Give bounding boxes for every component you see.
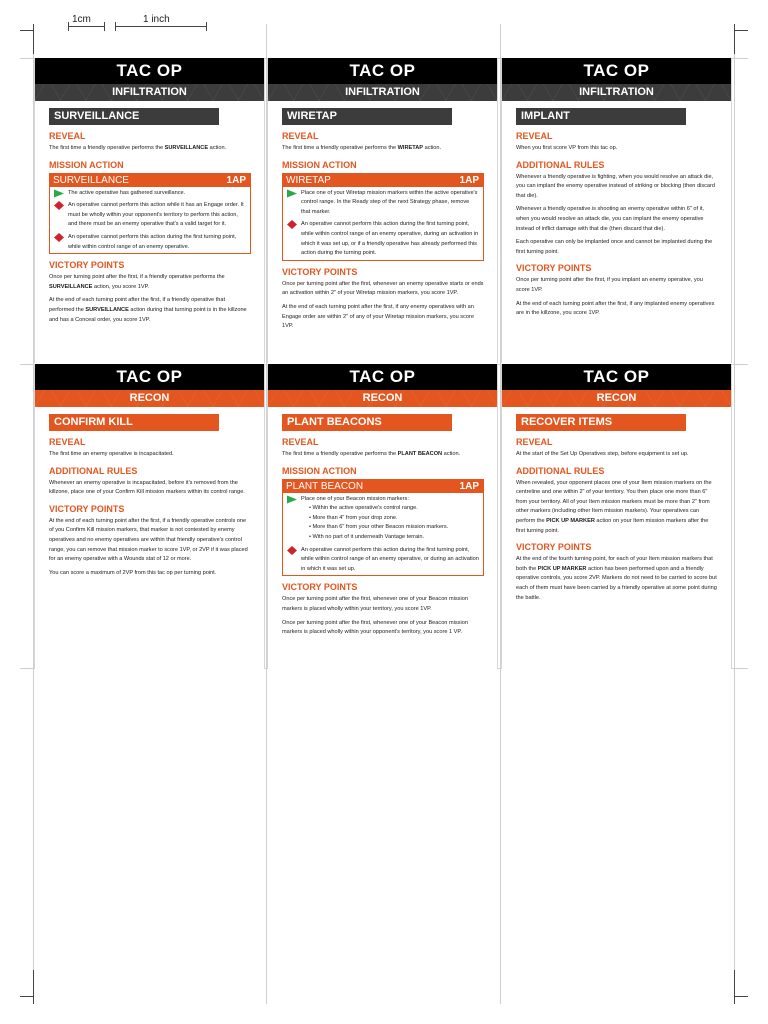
section-heading: MISSION ACTION <box>49 159 124 170</box>
cut-guide-v4 <box>734 24 735 1004</box>
section-heading: REVEAL <box>49 131 86 141</box>
archetype-band: RECON <box>35 390 264 407</box>
rule-paragraph <box>49 144 251 154</box>
text-run: At the start of the Set Up Operatives step, before equipment is set up. <box>516 451 689 457</box>
card-header: TAC OP <box>502 364 731 390</box>
action-text <box>301 189 480 218</box>
green-triangle-icon <box>286 495 298 504</box>
rule-paragraph <box>282 619 484 638</box>
action-row-text: An operative cannot perform this action during the first turning point, while within control range of an enemy operative, or during an activation in which it was set up. <box>301 546 479 572</box>
action-row <box>283 187 483 219</box>
action-bullet: • More than 6" from your other Beacon mission markers. <box>309 523 448 533</box>
ruler-inch-tick <box>115 22 116 31</box>
rule-paragraph <box>282 280 484 299</box>
action-row <box>50 187 250 200</box>
section-heading: VICTORY POINTS <box>49 503 125 514</box>
section-heading: VICTORY POINTS <box>516 263 592 274</box>
card-header: TAC OP <box>268 58 497 84</box>
action-cost: 1AP <box>459 480 479 492</box>
archetype-band: INFILTRATION <box>502 84 731 101</box>
section-heading: REVEAL <box>516 131 553 141</box>
action-bullet: • With no part of it underneath Vantage terrain. <box>309 533 448 543</box>
text-run: At the end of each turning point after the first, if a friendly operative controls one of you Confirm Kill mission markers, that marker is not contested by enemy operatives and no enemy operatives are within that friendly operative's control range, you can remove that mission marker to score 1VP, or 2VP if it was placed for an enemy operative with a Wounds stat of 12 or more. <box>49 517 248 563</box>
rule-paragraph <box>282 595 484 614</box>
card-body <box>268 407 497 638</box>
mission-action-box <box>49 173 251 255</box>
section-heading: REVEAL <box>49 437 86 447</box>
action-row <box>283 493 483 544</box>
action-name: SURVEILLANCE <box>53 174 129 186</box>
ruler-inch-bar <box>115 26 207 27</box>
action-bullets <box>301 504 448 542</box>
action-row-text: An operative cannot perform this action while it has an Engage order. It must be wholly within your opponent's territory to perform this action, and there must be an enemy operative that's a valid target for it. <box>68 202 244 228</box>
crop-mark <box>735 30 748 31</box>
tac-op-card <box>267 364 498 669</box>
action-text <box>68 201 247 230</box>
rule-paragraph <box>516 238 718 257</box>
rule-paragraph <box>49 479 251 498</box>
card-body <box>268 101 497 332</box>
card-title: IMPLANT <box>516 108 686 125</box>
card-body <box>502 101 731 319</box>
text-run: Once per turning point after the first, whenever one of your Beacon mission markers is placed wholly within your territory, you score 1VP. <box>282 596 468 612</box>
tac-op-card <box>34 58 265 363</box>
red-diamond-icon <box>286 220 298 229</box>
card-title: SURVEILLANCE <box>49 108 219 125</box>
keyword: PLANT BEACON <box>397 451 443 457</box>
section-heading: MISSION ACTION <box>282 465 357 476</box>
section-heading: VICTORY POINTS <box>516 542 592 553</box>
action-row-text: Place one of your Wiretap mission markers within the active operative's control range. In the Ready step of the next Strategy phase, remove that marker. <box>301 189 478 215</box>
keyword: PICK UP MARKER <box>537 565 587 572</box>
section-heading: REVEAL <box>282 437 319 447</box>
text-run: Once per turning point after the first, whenever an enemy operative starts or ends an activation within 2" of your Wiretap mission markers, you score 1VP. <box>282 280 484 297</box>
card-body <box>502 407 731 603</box>
action-name: WIRETAP <box>286 174 331 186</box>
text-run: At the end of each turning point after the first, if a friendly operative that performed the <box>49 297 225 313</box>
action-row <box>283 218 483 259</box>
rule-paragraph <box>49 296 251 325</box>
section-heading: ADDITIONAL RULES <box>49 465 138 476</box>
archetype-band: INFILTRATION <box>268 84 497 101</box>
ruler-inch-tick <box>206 22 207 31</box>
rule-paragraph <box>516 205 718 234</box>
text-run: Once per turning point after the first, whenever one of your Beacon mission markers is placed wholly within your opponent's territory, you score 1 VP. <box>282 619 468 636</box>
text-run: The first time an enemy operative is incapacitated. <box>49 451 174 457</box>
text-run: Whenever a friendly operative is fighting, when you would resolve an attack die, you can implant the enemy operative instead of striking or blocking (then discard that die). <box>516 173 715 199</box>
text-run: Whenever a friendly operative is shooting an enemy operative within 6" of it, when you would resolve an attack die, you can implant the enemy operative instead of inflict damage with that die (then discard that die). <box>516 206 704 232</box>
rule-paragraph <box>49 273 251 292</box>
text-run: The first time a friendly operative performs the <box>282 145 398 151</box>
text-run: action. <box>423 145 442 151</box>
rule-paragraph <box>516 300 718 319</box>
mission-action-box <box>282 479 484 577</box>
keyword: SURVEILLANCE <box>85 306 129 313</box>
ruler-cm-tick <box>68 22 69 31</box>
card-header: TAC OP <box>35 58 264 84</box>
ruler-cm-label: 1cm <box>72 14 91 25</box>
card-title: CONFIRM KILL <box>49 414 219 431</box>
card-title: RECOVER ITEMS <box>516 414 686 431</box>
action-text <box>301 495 448 543</box>
tac-op-card <box>501 58 732 363</box>
action-bullet: • More than 4" from your drop zone. <box>309 514 448 524</box>
tac-op-card <box>267 58 498 363</box>
text-run: When revealed, your opponent places one of your Item mission markers on the centreline and one within 2" of your territory. You then place one more than 6" from your territory. All of your Item mission markers must be more than 2" from other markers (including other Item mission markers). Your operatives can perform the <box>516 479 712 524</box>
text-run: Once per turning point after the first, if you implant an enemy operative, you score 1VP. <box>516 277 703 293</box>
text-run: You can score a maximum of 2VP from this tac op per turning point. <box>49 569 217 576</box>
crop-mark <box>33 970 34 1004</box>
action-text <box>301 546 480 575</box>
crop-mark <box>734 24 735 54</box>
rule-paragraph <box>516 555 718 603</box>
section-heading: VICTORY POINTS <box>49 260 125 271</box>
ruler-cm-bar <box>68 26 105 27</box>
card-body <box>35 101 264 325</box>
rule-paragraph <box>516 479 718 537</box>
card-header: TAC OP <box>268 364 497 390</box>
text-run: action, you score 1VP. <box>92 283 150 290</box>
mission-action-box <box>282 173 484 261</box>
action-header <box>50 174 250 187</box>
text-run: Each operative can only be implanted once and cannot be implanted during the first turning point. <box>516 239 713 255</box>
rule-paragraph <box>49 450 251 460</box>
action-row <box>50 231 250 253</box>
text-run: The first time a friendly operative performs the <box>282 451 398 457</box>
action-cost: 1AP <box>459 174 479 186</box>
ruler-inch-label: 1 inch <box>143 14 170 25</box>
rule-paragraph <box>49 569 251 579</box>
text-run: At the end of the fourth turning point, for each of your Item mission markers that both the <box>516 556 713 572</box>
action-text <box>68 189 185 199</box>
action-name: PLANT BEACON <box>286 480 364 492</box>
text-run: action on your Item mission markers after the first turning point. <box>516 517 709 534</box>
card-title: PLANT BEACONS <box>282 414 452 431</box>
text-run: Whenever an enemy operative is incapacitated, before it's removed from the killzone, place one of your Confirm Kill mission markers within its control range. <box>49 479 245 496</box>
section-heading: VICTORY POINTS <box>282 582 358 593</box>
tac-op-card <box>501 364 732 669</box>
card-title: WIRETAP <box>282 108 452 125</box>
text-run: action has been performed upon and a friendly operative controls, you score 2VP. Markers do not need to be carried to score but each of them must have been carried by a friendly operative at some point during the battle. <box>516 565 717 601</box>
section-heading: REVEAL <box>516 437 553 447</box>
keyword: SURVEILLANCE <box>49 283 93 290</box>
rule-paragraph <box>282 144 484 154</box>
rule-paragraph <box>516 173 718 202</box>
tac-op-card <box>34 364 265 669</box>
action-header <box>283 174 483 187</box>
section-heading: MISSION ACTION <box>282 159 357 170</box>
action-row-text: Place one of your Beacon mission markers: <box>301 495 409 502</box>
text-run: At the end of each turning point after the first, if any implanted enemy operatives are in the killzone, you score 1VP. <box>516 300 715 317</box>
crop-mark <box>734 970 735 1004</box>
text-run: action. <box>208 145 227 151</box>
green-triangle-icon <box>53 189 65 198</box>
section-heading: ADDITIONAL RULES <box>516 159 605 170</box>
red-diamond-icon <box>53 233 65 242</box>
section-heading: VICTORY POINTS <box>282 266 358 277</box>
action-row-text: An operative cannot perform this action during the first turning point, while within control range of an enemy operative. <box>68 233 237 250</box>
keyword: WIRETAP <box>397 145 424 151</box>
text-run: The first time a friendly operative performs the <box>49 145 165 151</box>
rule-paragraph <box>516 450 718 460</box>
action-text <box>301 220 480 258</box>
crop-mark <box>735 996 748 997</box>
rule-paragraph <box>516 276 718 295</box>
action-bullet: • Within the active operative's control range. <box>309 504 448 514</box>
text-run: At the end of each turning point after the first, if any enemy operatives with an Engage order are within 2" of any of your Wiretap mission markers, you score 1VP. <box>282 303 474 330</box>
action-row <box>50 199 250 231</box>
green-triangle-icon <box>286 189 298 198</box>
text-run: action. <box>442 451 461 457</box>
rule-paragraph <box>516 144 718 154</box>
card-header: TAC OP <box>502 58 731 84</box>
red-diamond-icon <box>286 546 298 555</box>
crop-mark <box>33 24 34 54</box>
action-cost: 1AP <box>226 174 246 186</box>
text-run: Once per turning point after the first, if a friendly operative performs the <box>49 274 225 281</box>
archetype-band: INFILTRATION <box>35 84 264 101</box>
keyword: PICK UP MARKER <box>546 517 595 524</box>
archetype-band: RECON <box>268 390 497 407</box>
text-run: action during that turning point is in the killzone and has a Conceal order, you score 1VP. <box>49 306 247 323</box>
crop-mark <box>20 996 33 997</box>
ruler-cm-tick <box>104 22 105 31</box>
section-heading: REVEAL <box>282 131 319 141</box>
rule-paragraph <box>282 450 484 460</box>
action-row <box>283 544 483 576</box>
card-body <box>35 407 264 578</box>
action-text <box>68 233 247 252</box>
action-row-text: An operative cannot perform this action during the first turning point, while within control range of an enemy operative, during an activation in which it was set up, or if a friendly operative has already performed this action during the turning point. <box>301 221 479 257</box>
action-row-text: The active operative has gathered surveillance. <box>68 189 186 196</box>
section-heading: ADDITIONAL RULES <box>516 465 605 476</box>
action-header <box>283 480 483 493</box>
text-run: When you first score VP from this tac op. <box>516 145 618 151</box>
card-header: TAC OP <box>35 364 264 390</box>
archetype-band: RECON <box>502 390 731 407</box>
rule-paragraph <box>282 303 484 332</box>
keyword: SURVEILLANCE <box>164 145 209 151</box>
crop-mark <box>20 30 33 31</box>
red-diamond-icon <box>53 201 65 210</box>
rule-paragraph <box>49 517 251 565</box>
